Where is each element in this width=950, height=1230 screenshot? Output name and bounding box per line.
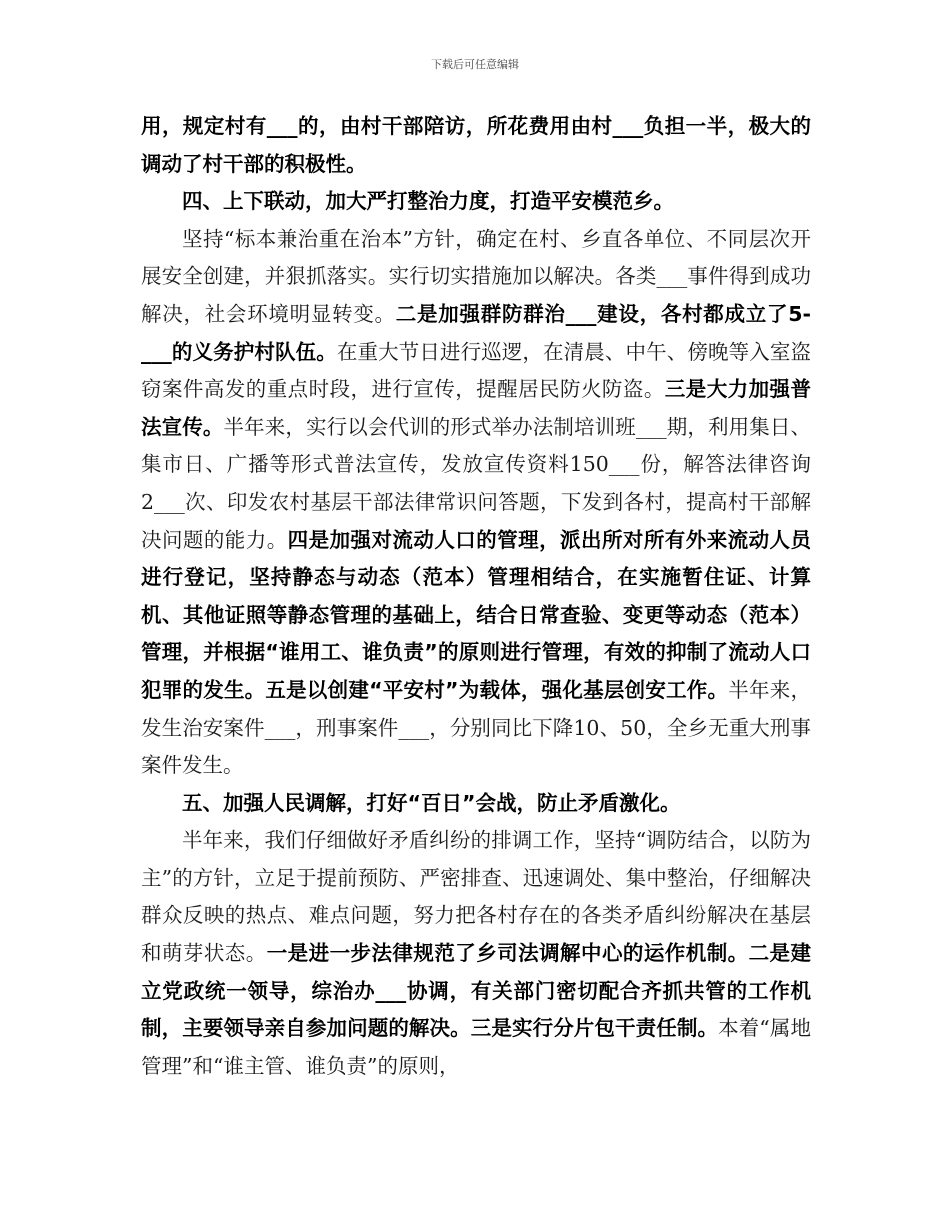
paragraph xyxy=(141,183,811,221)
paragraph xyxy=(141,785,811,823)
text-run: 在重大节日进行巡逻，在清晨、中午、傍晚等入室盗窃案件高发的重点时段，进行宣传，提醒居民防火防盗。 xyxy=(141,339,812,402)
bold-text-run: 用，规定村有___的，由村干部陪访，所花费用由村___负担一半，极大的调动了村干部的积极性。 xyxy=(141,114,811,176)
text-run: 半年来，实行以会代训的形式举办法制培训班___期，利用集日、集市日、广播等形式普法宣传，发放宣传资料150___份，解答法律咨询2___次、印发农村基层干部法律常识问答题，下发到各村，提高村干部解决问题的能力。 xyxy=(141,414,811,552)
bold-text-run: 二是加强群防群治___建设，各村都成立了5-___的义务护村队伍。 xyxy=(141,301,811,364)
paragraph xyxy=(141,822,811,1085)
text-run: 半年来，我们仔细做好矛盾纠纷的排调工作，坚持“调防结合，以防为主”的方针，立足于提前预防、严密排查、迅速调处、集中整治，仔细解决群众反映的热点、难点问题，努力把各村存在的各类矛盾纠纷解决在基层和萌芽状态。 xyxy=(141,828,811,966)
text-run: 半年来，发生治安案件___，刑事案件___，分别同比下降10、50，全乡无重大刑事案件发生。 xyxy=(141,677,812,778)
text-run: 本着“属地管理”和“谁主管、谁负责”的原则， xyxy=(141,1016,811,1078)
paragraph xyxy=(141,221,811,785)
bold-text-run: 一是进一步法律规范了乡司法调解中心的运作机制。二是建立党政统一领导，综治办___协调，有关部门密切配合齐抓共管的工作机制，主要领导亲自参加问题的解决。三是实行分片包干责任制。 xyxy=(141,941,812,1041)
bold-text-run: 五、加强人民调解，打好“百日”会战，防止矛盾激化。 xyxy=(182,790,681,815)
page-header: 下载后可任意编辑 xyxy=(431,58,519,71)
bold-text-run: 四是加强对流动人口的管理，派出所对所有外来流动人员进行登记，坚持静态与动态（范本）管理相结合，在实施暂住证、计算机、其他证照等静态管理的基础上，结合日常查验、变更等动态（范本）管理，并根据“谁用工、谁负责”的原则进行管理，有效的抑制了流动人口犯罪的发生。五是以创建“平安村”为载体，强化基层创安工作。 xyxy=(141,527,812,702)
bold-text-run: 四、上下联动，加大严打整治力度，打造平安模范乡。 xyxy=(182,189,674,214)
paragraph xyxy=(141,108,811,183)
bold-text-run: 三是大力加强普法宣传。 xyxy=(141,377,812,439)
text-run: 坚持“标本兼治重在治本”方针，确定在村、乡直各单位、不同层次开展安全创建，并狠抓落实。实行切实措施加以解决。各类___事件得到成功解决，社会环境明显转变。 xyxy=(141,226,811,326)
document-body xyxy=(141,108,811,1085)
